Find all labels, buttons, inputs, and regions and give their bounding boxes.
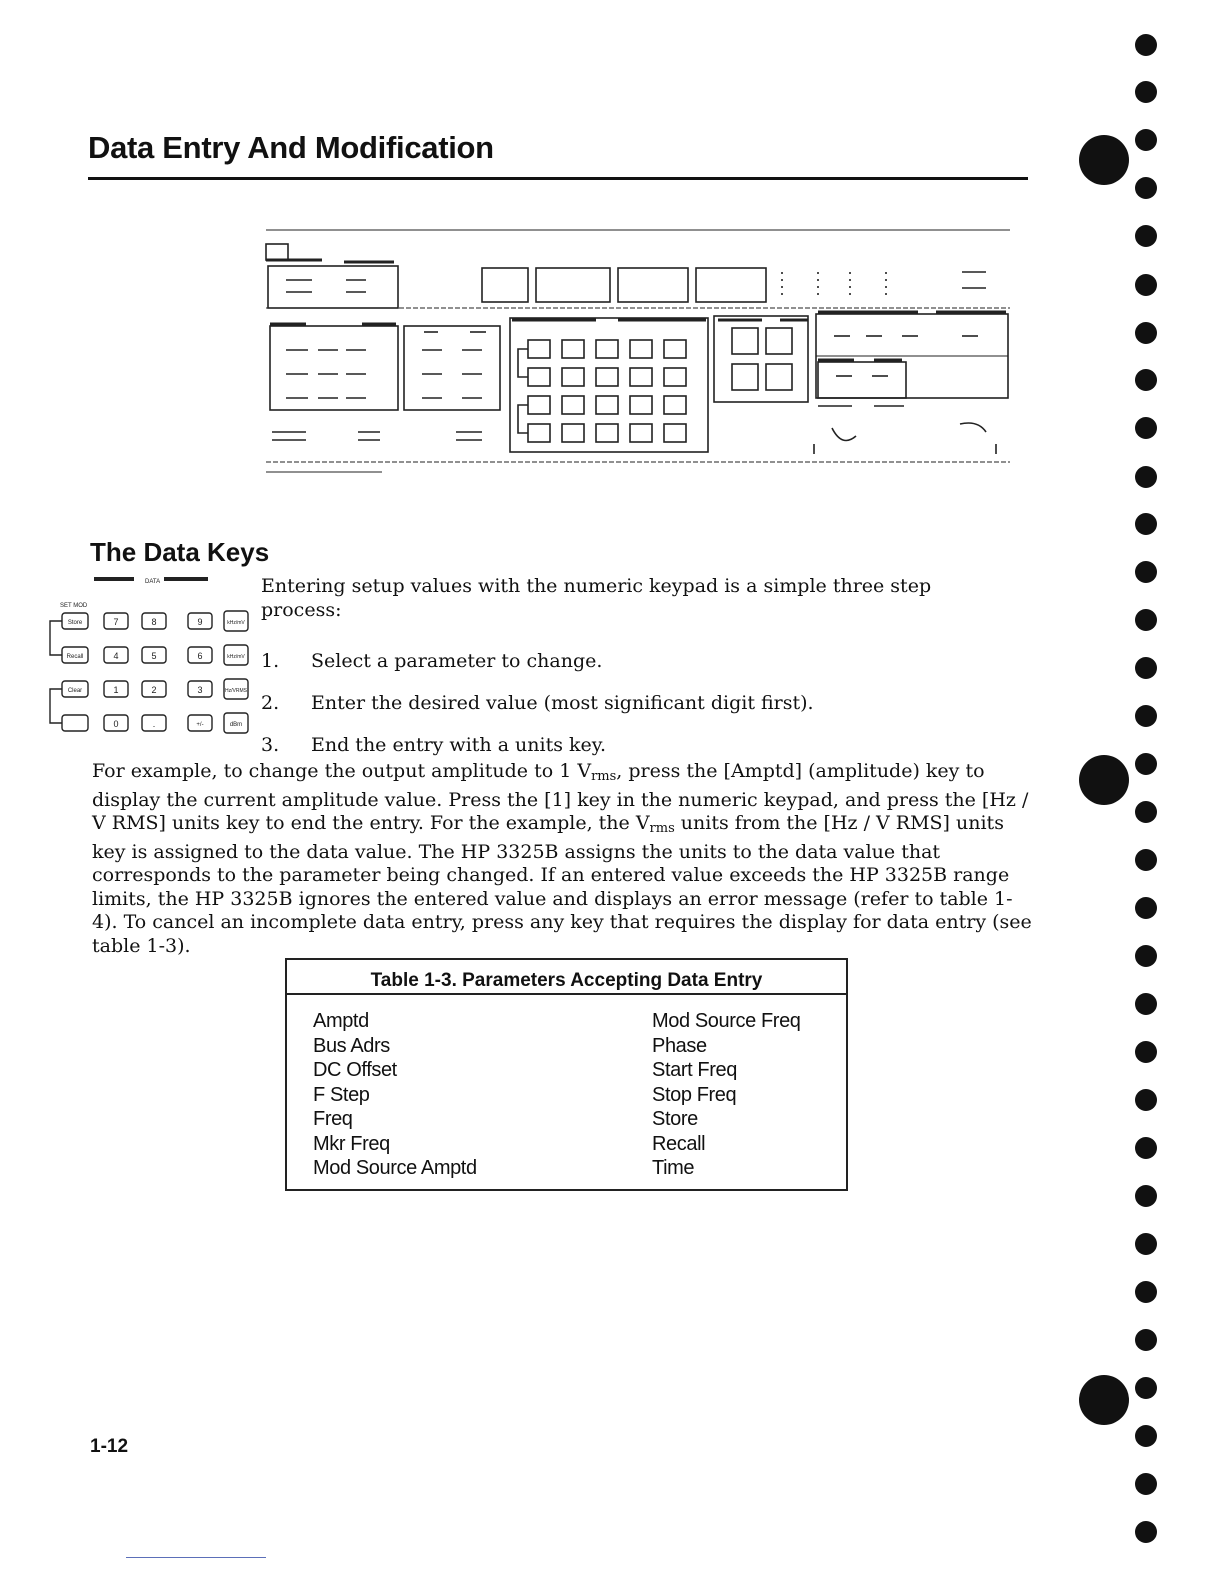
table-cell: Recall	[652, 1132, 706, 1155]
section-heading: The Data Keys	[90, 537, 270, 567]
scan-mark	[126, 1557, 266, 1558]
key-label: 2	[151, 685, 157, 695]
step-text: Select a parameter to change.	[311, 650, 603, 672]
key-label: 4	[113, 651, 119, 661]
step-item	[261, 692, 814, 714]
key-label: dBm	[229, 722, 243, 728]
table-cell: Start Freq	[652, 1059, 737, 1081]
key-label: Recall	[66, 654, 84, 660]
table-caption: Table 1-3. Parameters Accepting Data Entry	[370, 970, 763, 991]
page-title: Data Entry And Modification	[88, 130, 494, 165]
table-right-column	[652, 1009, 801, 1181]
step-number: 3.	[261, 734, 280, 756]
keypad-inset-illustration	[44, 575, 258, 755]
paragraph-text: , press the [Amptd] (amplitude) key to display the current amplitude value. Press the [1] key in the numeric keypad, and press the [Hz / V RMS] units key to end the entry. For the example, the V	[92, 760, 1029, 834]
example-paragraph	[92, 760, 1037, 958]
subscript-rms: rms	[591, 769, 617, 784]
table-cell: Freq	[313, 1108, 353, 1130]
binding-holes	[1070, 0, 1220, 1584]
key-label: 9	[197, 617, 203, 627]
key-label: kHz/mV	[227, 620, 245, 626]
table-cell: DC Offset	[313, 1059, 397, 1081]
table-cell: F Step	[313, 1083, 370, 1106]
step-item	[261, 734, 606, 756]
table-cell: Phase	[652, 1034, 707, 1057]
caption-rule	[287, 993, 846, 995]
key-label: 6	[197, 651, 203, 661]
table-left-column	[313, 1009, 477, 1181]
key-label: Store	[67, 620, 83, 626]
table-cell: Stop Freq	[652, 1083, 737, 1106]
table-cell: Mod Source Amptd	[313, 1157, 477, 1179]
parameters-table	[285, 958, 848, 1191]
table-cell: Amptd	[313, 1010, 369, 1032]
table-cell: Mkr Freq	[313, 1132, 390, 1155]
title-rule	[88, 177, 1028, 180]
table-cell: Store	[652, 1108, 698, 1130]
key-label: kHz/mV	[227, 654, 245, 660]
key-label: 1	[113, 685, 119, 695]
step-text: Enter the desired value (most significant digit first).	[311, 692, 814, 714]
key-label: 5	[151, 651, 157, 661]
key-label: 0	[113, 719, 119, 729]
key-label: .	[152, 719, 156, 729]
paragraph-text: units from the [Hz / V RMS] units key is assigned to the data value. The HP 3325B assigns the units to the data value that corresponds to the parameter being changed. If an entered value exceeds the HP 3325B range limits, the HP 3325B ignores the entered value and displays an error message (refer to table 1-4). To cancel an incomplete data entry, press any key that requires the display for data entry (see table 1-3).	[92, 812, 1032, 957]
key-label: 3	[197, 685, 203, 695]
key-label: 7	[113, 617, 119, 627]
key-label: Hz/VRMS	[225, 688, 247, 694]
page-number: 1-12	[90, 1436, 129, 1457]
step-text: End the entry with a units key.	[311, 734, 607, 756]
step-item	[261, 650, 602, 672]
step-number: 2.	[261, 692, 280, 714]
keypad-side-label: SET MOD	[60, 603, 88, 609]
key-label: Clear	[67, 688, 83, 694]
table-cell: Mod Source Freq	[652, 1010, 801, 1032]
key-label: 8	[151, 617, 157, 627]
front-panel-illustration	[262, 228, 1014, 474]
table-cell: Bus Adrs	[313, 1034, 390, 1057]
subscript-rms: rms	[649, 821, 675, 836]
step-number: 1.	[261, 650, 280, 672]
intro-text: Entering setup values with the numeric keypad is a simple three step process:	[261, 575, 932, 621]
keypad-header-label: DATA	[145, 579, 161, 585]
paragraph-text: For example, to change the output amplitude to 1 V	[92, 760, 592, 782]
key-label: +/-	[196, 722, 204, 728]
table-cell: Time	[652, 1157, 695, 1179]
